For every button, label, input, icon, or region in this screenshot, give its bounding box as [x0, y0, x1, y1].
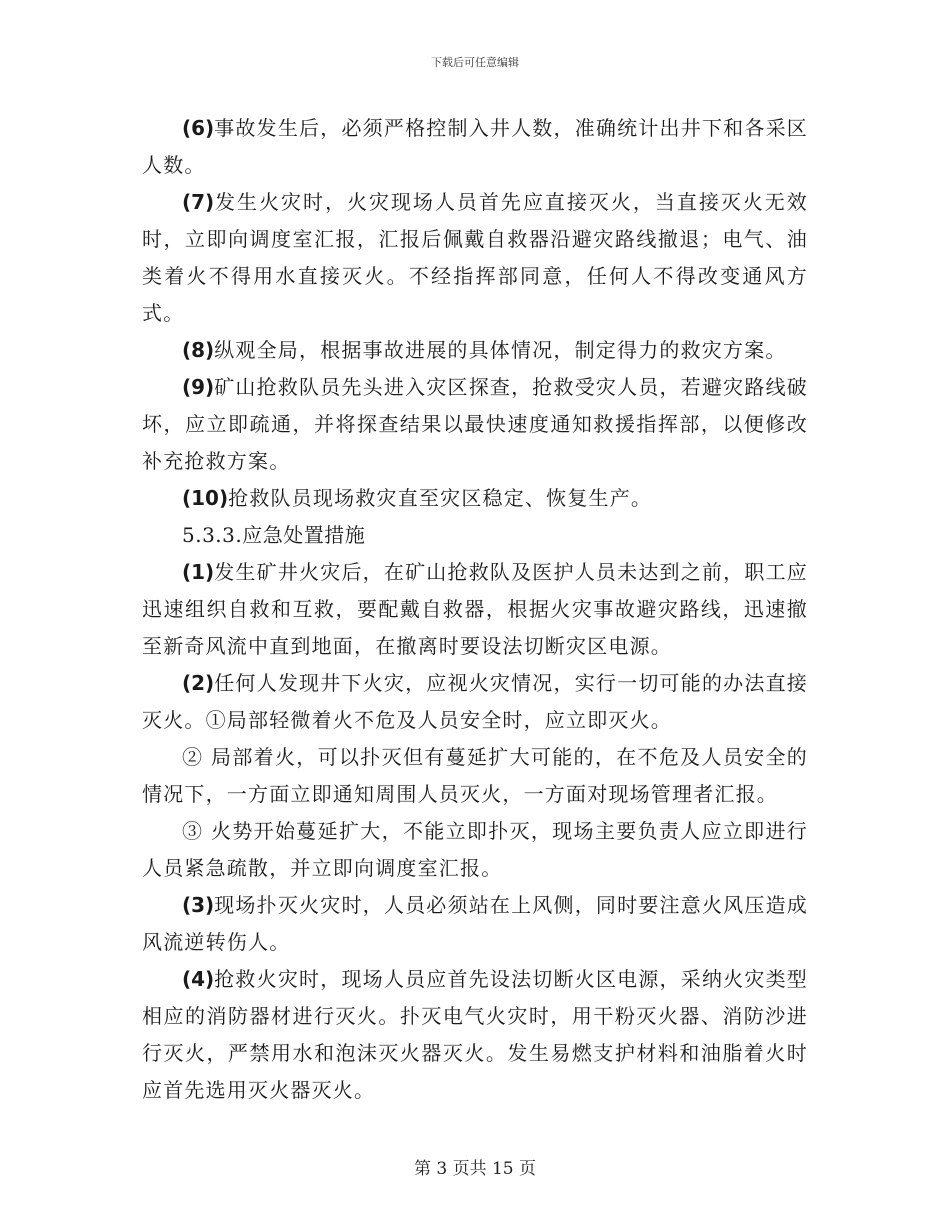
document-body	[142, 110, 808, 1109]
item-number: (2)	[182, 671, 215, 695]
page-number-footer: 第 3 页共 15 页	[413, 1159, 537, 1179]
item-number: (8)	[182, 338, 215, 362]
paragraph-text: ② 局部着火，可以扑灭但有蔓延扩大可能的，在不危及人员安全的情况下，一方面立即通知周围人员灭火，一方面对现场管理者汇报。	[142, 745, 808, 806]
paragraph-text: 任何人发现井下火灾，应视火灾情况，实行一切可能的办法直接灭火。①局部轻微着火不危及人员安全时，应立即灭火。	[142, 671, 808, 732]
paragraph-text: 发生矿井火灾后，在矿山抢救队及医护人员未达到之前，职工应迅速组织自救和互救，要配戴自救器，根据火灾事故避灾路线，迅速撤至新奇风流中直到地面，在撤离时要设法切断灾区电源。	[142, 560, 808, 658]
paragraph-text: 矿山抢救队员先头进入灾区探查，抢救受灾人员，若避灾路线破坏，应立即疏通，并将探查结果以最快速度通知救援指挥部，以便修改补充抢救方案。	[142, 375, 808, 473]
item-number: (10)	[182, 486, 229, 510]
paragraph-sub-2	[142, 739, 808, 813]
paragraph-text: 抢救队员现场救灾直至灾区稳定、恢复生产。	[228, 486, 653, 510]
item-number: (7)	[182, 190, 215, 214]
item-number: (3)	[182, 893, 215, 917]
page-header-note: 下载后可任意编辑	[431, 56, 519, 69]
paragraph-text: 抢救火灾时，现场人员应首先设法切断火区电源，采纳火灾类型相应的消防器材进行灭火。扑灭电气火灾时，用干粉灭火器、消防沙进行灭火，严禁用水和泡沫灭火器灭火。发生易燃支护材料和油脂着火时应首先选用灭火器灭火。	[142, 967, 808, 1102]
paragraph-item-4	[142, 961, 808, 1109]
section-heading: 5.3.3.应急处置措施	[182, 523, 366, 547]
item-number: (9)	[182, 375, 215, 399]
paragraph-item-6	[142, 110, 808, 184]
paragraph-item-2	[142, 665, 808, 739]
item-number: (4)	[182, 967, 215, 991]
paragraph-item-9	[142, 369, 808, 480]
paragraph-text: 现场扑灭火灾时，人员必须站在上风侧，同时要注意火风压造成风流逆转伤人。	[142, 893, 808, 954]
item-number: (1)	[182, 560, 215, 584]
paragraph-sub-3	[142, 813, 808, 887]
paragraph-item-10	[142, 480, 808, 517]
paragraph-item-8	[142, 332, 808, 369]
paragraph-item-3	[142, 887, 808, 961]
paragraph-text: 纵观全局，根据事故进展的具体情况，制定得力的救灾方案。	[214, 338, 787, 362]
paragraph-text: ③ 火势开始蔓延扩大，不能立即扑灭，现场主要负责人应立即进行人员紧急疏散，并立即向调度室汇报。	[142, 819, 808, 880]
paragraph-item-7	[142, 184, 808, 332]
paragraph-text: 发生火灾时，火灾现场人员首先应直接灭火，当直接灭火无效时，立即向调度室汇报，汇报后佩戴自救器沿避灾路线撤退；电气、油类着火不得用水直接灭火。不经指挥部同意，任何人不得改变通风方式。	[142, 190, 808, 325]
paragraph-item-1	[142, 554, 808, 665]
item-number: (6)	[182, 116, 215, 140]
paragraph-text: 事故发生后，必须严格控制入井人数，准确统计出井下和各采区人数。	[142, 116, 808, 177]
